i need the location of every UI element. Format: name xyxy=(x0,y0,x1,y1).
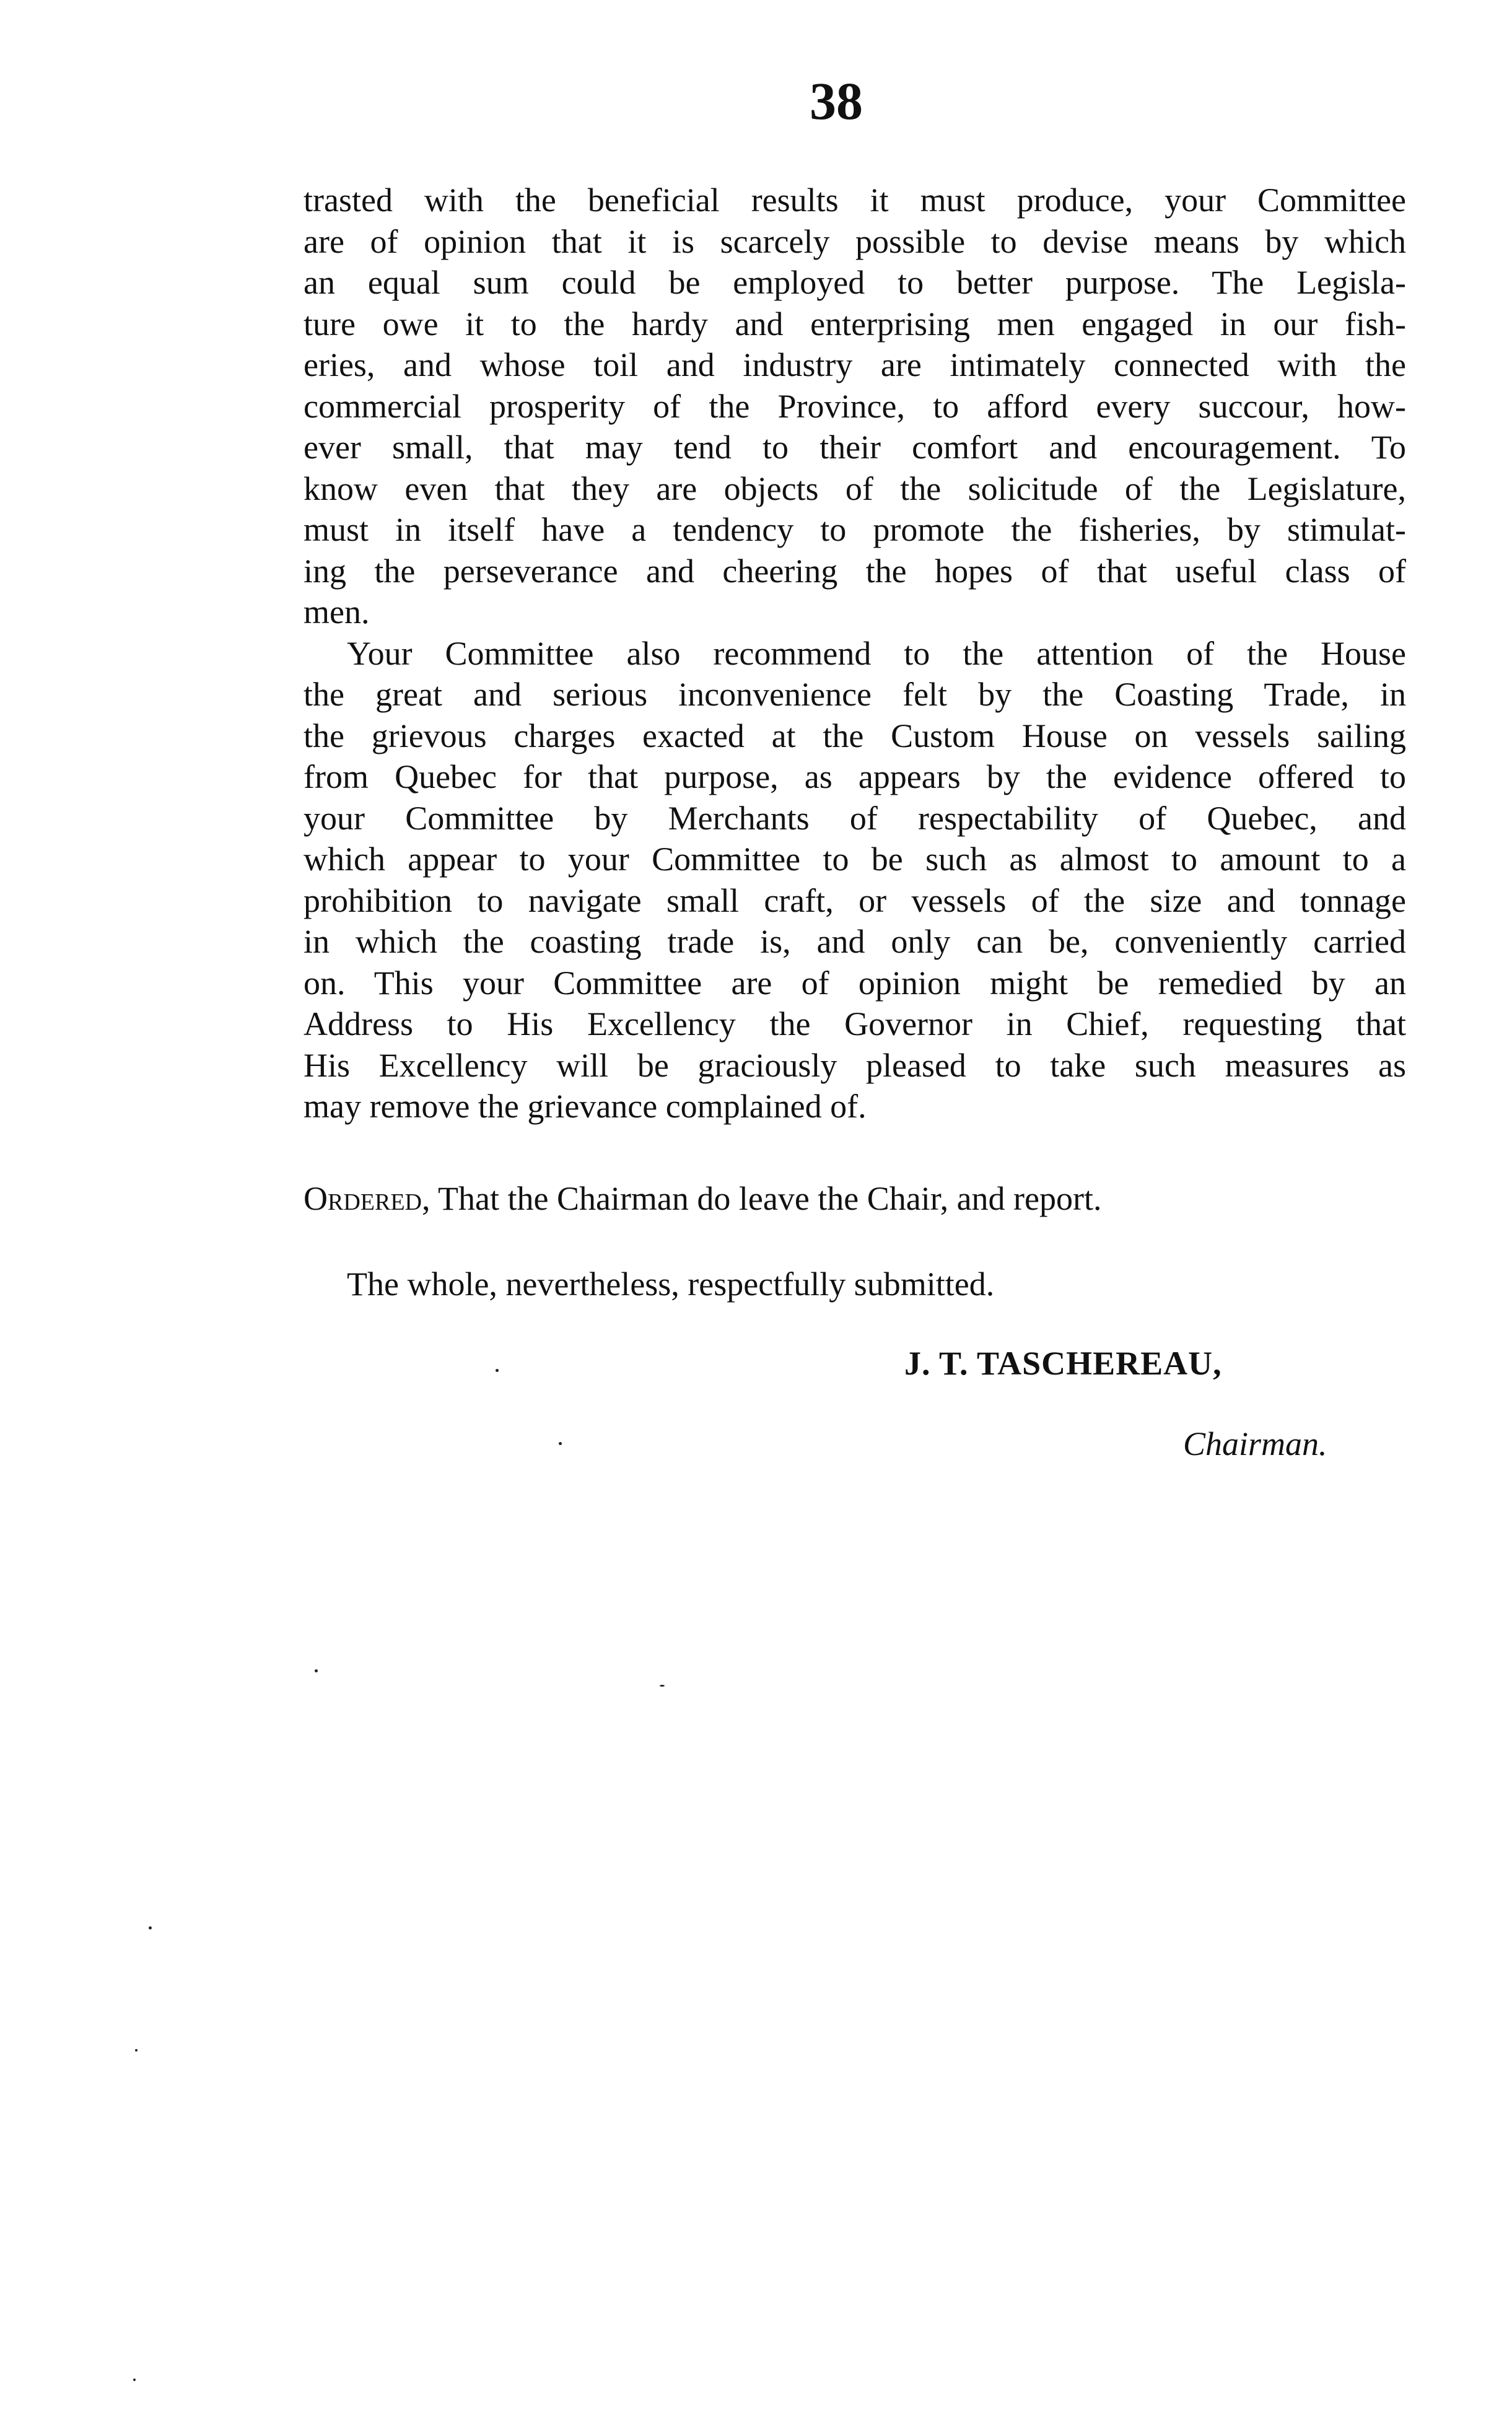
page-number: 38 xyxy=(810,71,863,131)
text-line: are of opinion that it is scarcely possible to devise means by which xyxy=(304,222,1406,260)
spacer xyxy=(304,1219,1406,1264)
paragraph-fisheries xyxy=(304,180,1406,633)
signature-name: J. T. TASCHEREAU, xyxy=(904,1345,1222,1382)
text-line: the grievous charges exacted at the Custom House on vessels sailing xyxy=(304,717,1406,754)
text-line: must in itself have a tendency to promote the fisheries, by stimulat- xyxy=(304,511,1406,548)
text-line: in which the coasting trade is, and only can be, conveniently carried xyxy=(304,923,1406,960)
text-line: your Committee by Merchants of respectability of Quebec, and xyxy=(304,799,1406,837)
spacer xyxy=(304,1127,1406,1178)
text-line: His Excellency will be graciously pleased to take such measures as xyxy=(304,1046,1406,1084)
text-line: commercial prosperity of the Province, to afford every succour, how- xyxy=(304,387,1406,425)
ordered-text: , That the Chairman do leave the Chair, and report. xyxy=(422,1179,1102,1217)
text-line: ture owe it to the hardy and enterprising men engaged in our fish- xyxy=(304,305,1406,343)
ordered-statement xyxy=(304,1178,1406,1220)
text-line: which appear to your Committee to be such as almost to amount to a xyxy=(304,841,1406,878)
text-line: from Quebec for that purpose, as appears by the evidence offered to xyxy=(304,758,1406,795)
text-line: ever small, that may tend to their comfort and encouragement. To xyxy=(304,429,1406,466)
print-speck xyxy=(149,1926,152,1929)
print-speck xyxy=(315,1669,318,1672)
text-line: Your Committee also recommend to the attention of the House xyxy=(347,634,1406,672)
print-speck xyxy=(133,2379,136,2381)
print-speck xyxy=(496,1369,499,1372)
text-line: may remove the grievance complained of. xyxy=(304,1088,867,1125)
text-line: Address to His Excellency the Governor in Chief, requesting that xyxy=(304,1005,1406,1042)
text-line: eries, and whose toil and industry are intimately connected with the xyxy=(304,346,1406,383)
ordered-label: Ordered xyxy=(304,1179,422,1217)
report-text xyxy=(304,180,1406,1305)
text-line: trasted with the beneficial results it must produce, your Committee xyxy=(304,181,1406,219)
print-speck xyxy=(559,1442,562,1445)
text-line: on. This your Committee are of opinion might be remedied by an xyxy=(304,964,1406,1002)
print-speck xyxy=(135,2049,138,2052)
text-line: know even that they are objects of the solicitude of the Legislature, xyxy=(304,470,1406,507)
paragraph-coasting-trade xyxy=(304,633,1406,1127)
print-speck xyxy=(660,1685,665,1687)
text-line: men. xyxy=(304,593,370,631)
text-line: ing the perseverance and cheering the hopes of that useful class of xyxy=(304,552,1406,590)
text-line: prohibition to navigate small craft, or vessels of the size and tonnage xyxy=(304,881,1406,919)
text-line: an equal sum could be employed to better purpose. The Legisla- xyxy=(304,264,1406,301)
signature-title: Chairman. xyxy=(1183,1425,1327,1462)
submitted-statement: The whole, nevertheless, respectfully submitted. xyxy=(347,1265,995,1303)
text-line: the great and serious inconvenience felt by the Coasting Trade, in xyxy=(304,676,1406,713)
